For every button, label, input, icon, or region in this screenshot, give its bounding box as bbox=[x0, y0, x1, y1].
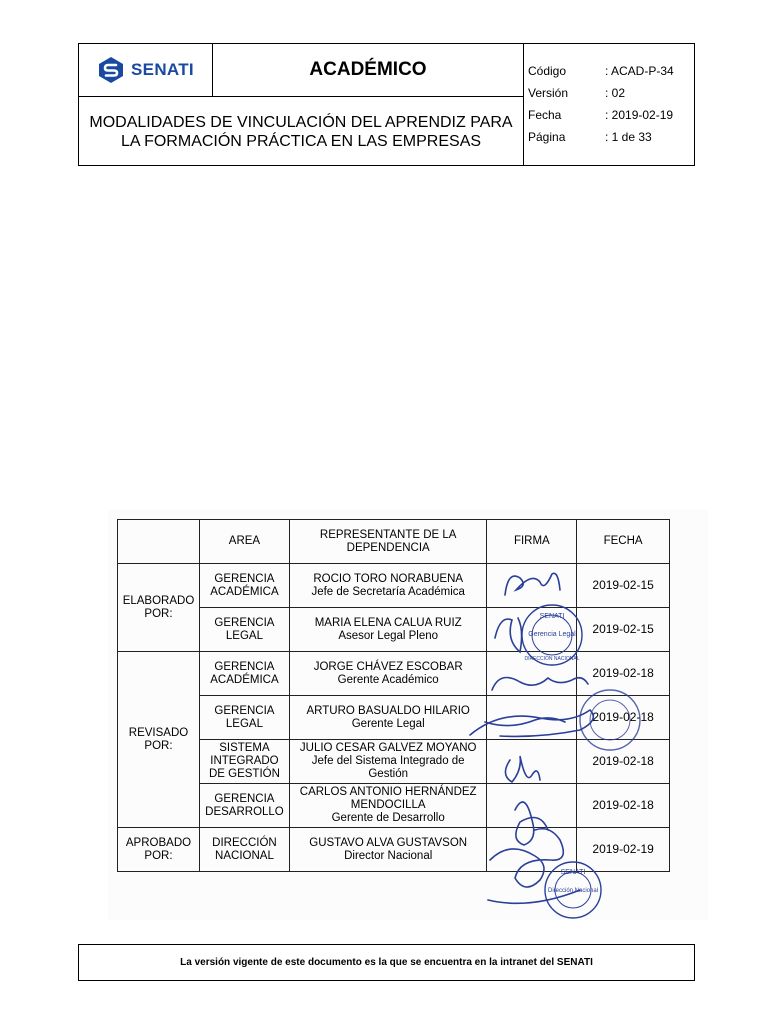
date-cell: 2019-02-19 bbox=[577, 828, 670, 872]
representative-cell bbox=[289, 828, 487, 872]
header-cell: FIRMA bbox=[487, 520, 577, 564]
signature-cell bbox=[487, 784, 577, 828]
area-cell: GERENCIA LEGAL bbox=[199, 608, 289, 652]
stamp-text: Dirección Nacional bbox=[547, 888, 599, 894]
representative-name: CARLOS ANTONIO HERNÁNDEZ MENDOCILLA bbox=[299, 786, 477, 811]
signature-cell bbox=[487, 564, 577, 608]
meta-row-date bbox=[525, 108, 695, 128]
representative-role: Asesor Legal Pleno bbox=[338, 629, 439, 642]
representative-name: JULIO CESAR GALVEZ MOYANO bbox=[299, 742, 477, 754]
group-label: APROBADO POR: bbox=[118, 828, 200, 872]
meta-row-version bbox=[525, 86, 695, 106]
header-cell: AREA bbox=[199, 520, 289, 564]
stamp-text: DIRECCIÓN NACIONAL bbox=[524, 656, 580, 662]
representative-role: Gerente Legal bbox=[351, 717, 425, 730]
meta-row-page bbox=[525, 130, 695, 150]
meta-value: : 02 bbox=[605, 86, 626, 100]
table-row bbox=[118, 828, 670, 872]
document-subtitle: MODALIDADES DE VINCULACIÓN DEL APRENDIZ PARA LA FORMACIÓN PRÁCTICA EN LAS EMPRESAS bbox=[79, 97, 524, 166]
group-label: ELABORADO POR: bbox=[118, 564, 200, 652]
representative-cell bbox=[289, 564, 487, 608]
area-cell: GERENCIA DESARROLLO bbox=[199, 784, 289, 828]
representative-name: ROCIO TORO NORABUENA bbox=[313, 572, 464, 585]
representative-cell bbox=[289, 652, 487, 696]
table-row bbox=[118, 696, 670, 740]
signature-cell bbox=[487, 696, 577, 740]
representative-cell bbox=[289, 696, 487, 740]
representative-cell bbox=[289, 608, 487, 652]
meta-label: Página bbox=[528, 130, 566, 144]
document-footer: La versión vigente de este documento es la que se encuentra en la intranet del SENATI bbox=[78, 944, 695, 981]
signature-cell bbox=[487, 652, 580, 696]
date-cell: 2019-02-18 bbox=[577, 652, 670, 696]
date-cell: 2019-02-18 bbox=[577, 696, 670, 740]
header-cell bbox=[118, 520, 200, 564]
representative-role: Jefe de Secretaría Académica bbox=[311, 585, 465, 598]
representative-role: Director Nacional bbox=[344, 849, 433, 862]
meta-value: : 1 de 33 bbox=[605, 130, 652, 144]
area-cell: GERENCIA ACADÉMICA bbox=[199, 564, 289, 608]
stamp-text: SENATI bbox=[539, 613, 565, 620]
representative-role: Jefe del Sistema Integrado de Gestión bbox=[311, 755, 465, 780]
area-cell: SISTEMA INTEGRADO DE GESTIÓN bbox=[199, 740, 289, 784]
table-row bbox=[118, 740, 670, 784]
date-cell: 2019-02-18 bbox=[577, 740, 670, 784]
representative-role: Gerente de Desarrollo bbox=[331, 812, 445, 824]
approval-table bbox=[117, 519, 670, 872]
page-title: ACADÉMICO bbox=[213, 44, 524, 97]
representative-name: MARIA ELENA CALUA RUIZ bbox=[314, 616, 462, 629]
header-cell: FECHA bbox=[577, 520, 670, 564]
meta-row-code bbox=[525, 64, 695, 84]
table-row bbox=[118, 608, 670, 652]
table-row bbox=[118, 564, 670, 608]
area-cell: GERENCIA ACADÉMICA bbox=[199, 652, 289, 696]
representative-name: ARTURO BASUALDO HILARIO bbox=[306, 704, 470, 717]
senati-logo bbox=[97, 56, 194, 84]
logo-cell bbox=[79, 44, 213, 97]
meta-label: Fecha bbox=[528, 108, 562, 122]
document-header bbox=[78, 43, 695, 166]
area-cell: GERENCIA LEGAL bbox=[199, 696, 289, 740]
signature-cell bbox=[487, 608, 577, 652]
stamp-text: SENATI bbox=[560, 869, 586, 876]
senati-logo-icon bbox=[97, 56, 125, 84]
representative-cell bbox=[289, 740, 487, 784]
meta-value: : 2019-02-19 bbox=[605, 108, 674, 122]
table-row bbox=[118, 652, 670, 696]
header-cell: REPRESENTANTE DE LA DEPENDENCIA bbox=[289, 520, 487, 564]
representative-name: JORGE CHÁVEZ ESCOBAR bbox=[313, 660, 463, 673]
meta-value: : ACAD-P-34 bbox=[605, 64, 674, 78]
table-header-row bbox=[118, 520, 670, 564]
logo-text: SENATI bbox=[131, 60, 194, 79]
area-cell: DIRECCIÓN NACIONAL bbox=[199, 828, 289, 872]
document-meta bbox=[525, 44, 695, 166]
date-cell: 2019-02-18 bbox=[577, 784, 670, 828]
signature-cell bbox=[487, 740, 577, 784]
date-cell: 2019-02-15 bbox=[577, 564, 670, 608]
group-label: REVISADO POR: bbox=[118, 652, 200, 828]
representative-cell bbox=[289, 784, 487, 828]
meta-label: Versión bbox=[528, 86, 569, 100]
stamp-text: Gerencia Legal bbox=[528, 631, 576, 638]
representative-role: Gerente Académico bbox=[337, 673, 439, 686]
table-row bbox=[118, 784, 670, 828]
date-cell: 2019-02-15 bbox=[577, 608, 670, 652]
signature-cell bbox=[487, 828, 577, 872]
representative-name: GUSTAVO ALVA GUSTAVSON bbox=[309, 836, 468, 849]
meta-label: Código bbox=[528, 64, 567, 78]
